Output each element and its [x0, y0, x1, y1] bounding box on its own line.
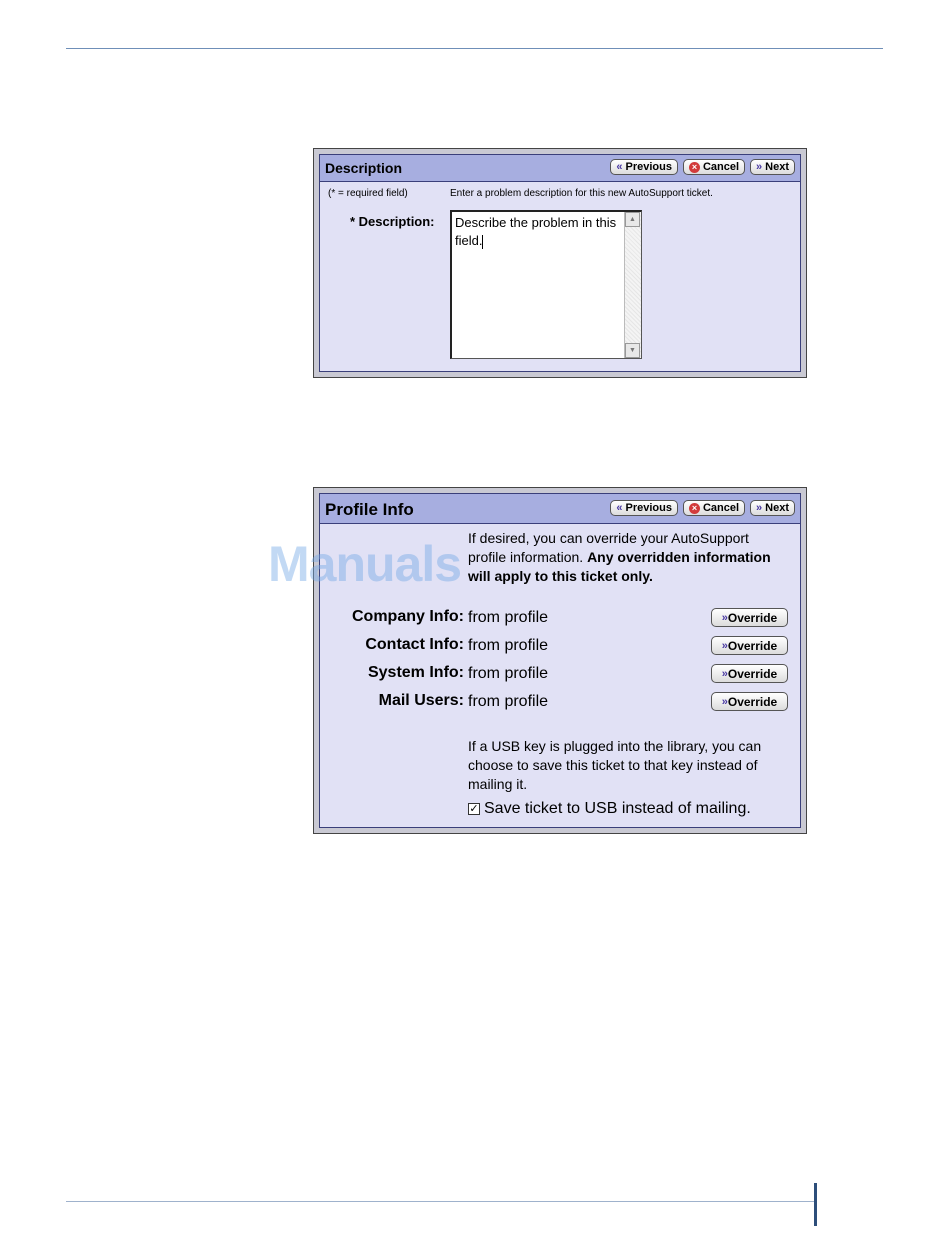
mail-users-override-button[interactable]: » Override — [711, 692, 788, 711]
chevron-right-icon: » — [756, 502, 760, 514]
cancel-icon: × — [689, 503, 700, 514]
chevron-right-icon: » — [721, 611, 725, 624]
wizard-buttons — [610, 500, 795, 516]
company-info-override-button[interactable]: » Override — [711, 608, 788, 627]
chevron-left-icon: « — [616, 502, 620, 514]
override-intro: If desired, you can override your AutoSupport profile information. Any overridden information will apply to this ticket only. — [468, 530, 771, 584]
next-button[interactable] — [750, 159, 795, 175]
panel-title: Description — [325, 160, 403, 176]
previous-button[interactable] — [610, 500, 678, 516]
description-textarea[interactable] — [450, 210, 642, 359]
chevron-right-icon: » — [721, 695, 725, 708]
contact-info-value: from profile — [468, 637, 549, 654]
textarea-scrollbar[interactable] — [624, 212, 641, 358]
cancel-label: Cancel — [702, 502, 740, 514]
save-to-usb-label: Save ticket to USB instead of mailing. — [484, 800, 751, 817]
cancel-label: Cancel — [702, 161, 740, 173]
system-info-label: System Info: — [367, 664, 464, 681]
contact-info-override-button[interactable]: » Override — [711, 636, 788, 655]
scroll-up-icon[interactable]: ▲ — [625, 212, 640, 227]
chevron-right-icon: » — [756, 161, 760, 173]
company-info-value: from profile — [468, 609, 549, 626]
cancel-button[interactable] — [683, 159, 745, 175]
save-to-usb-checkbox[interactable]: ✓ — [469, 803, 479, 815]
cancel-button[interactable] — [683, 500, 745, 516]
usb-note: If a USB key is plugged into the library, you can choose to save this ticket to that key instead of mailing it. — [468, 738, 762, 792]
previous-button[interactable] — [610, 159, 678, 175]
system-info-value: from profile — [468, 665, 549, 682]
description-text: Describe the problem in this field. — [455, 215, 617, 248]
chevron-right-icon: » — [721, 667, 725, 680]
description-panel — [313, 148, 807, 378]
header-rule — [66, 48, 883, 49]
contact-info-label: Contact Info: — [365, 636, 464, 653]
description-panel-header — [320, 155, 800, 182]
description-panel-body — [319, 154, 801, 372]
save-to-usb-checkbox-row[interactable] — [468, 800, 751, 818]
instruction-text: Enter a problem description for this new AutoSupport ticket. — [450, 188, 713, 199]
scroll-down-icon[interactable]: ▼ — [625, 343, 640, 358]
previous-label: Previous — [625, 502, 672, 514]
wizard-buttons — [610, 159, 795, 175]
next-label: Next — [765, 502, 789, 514]
footer-rule — [66, 1201, 816, 1202]
next-label: Next — [765, 161, 789, 173]
cancel-icon: × — [689, 162, 700, 173]
mail-users-label: Mail Users: — [378, 692, 464, 709]
panel-title: Profile Info — [325, 500, 414, 519]
watermark-logo: Manuals — [268, 536, 462, 592]
company-info-label: Company Info: — [352, 608, 464, 625]
required-field-note: (* = required field) — [328, 188, 408, 199]
system-info-override-button[interactable]: » Override — [711, 664, 788, 683]
chevron-right-icon: » — [721, 639, 725, 652]
page-marker-bar — [814, 1183, 817, 1226]
previous-label: Previous — [625, 161, 672, 173]
description-label: * Description: — [350, 214, 435, 229]
chevron-left-icon: « — [616, 161, 620, 173]
mail-users-value: from profile — [468, 693, 549, 710]
profile-info-panel-header — [320, 494, 800, 524]
next-button[interactable] — [750, 500, 795, 516]
